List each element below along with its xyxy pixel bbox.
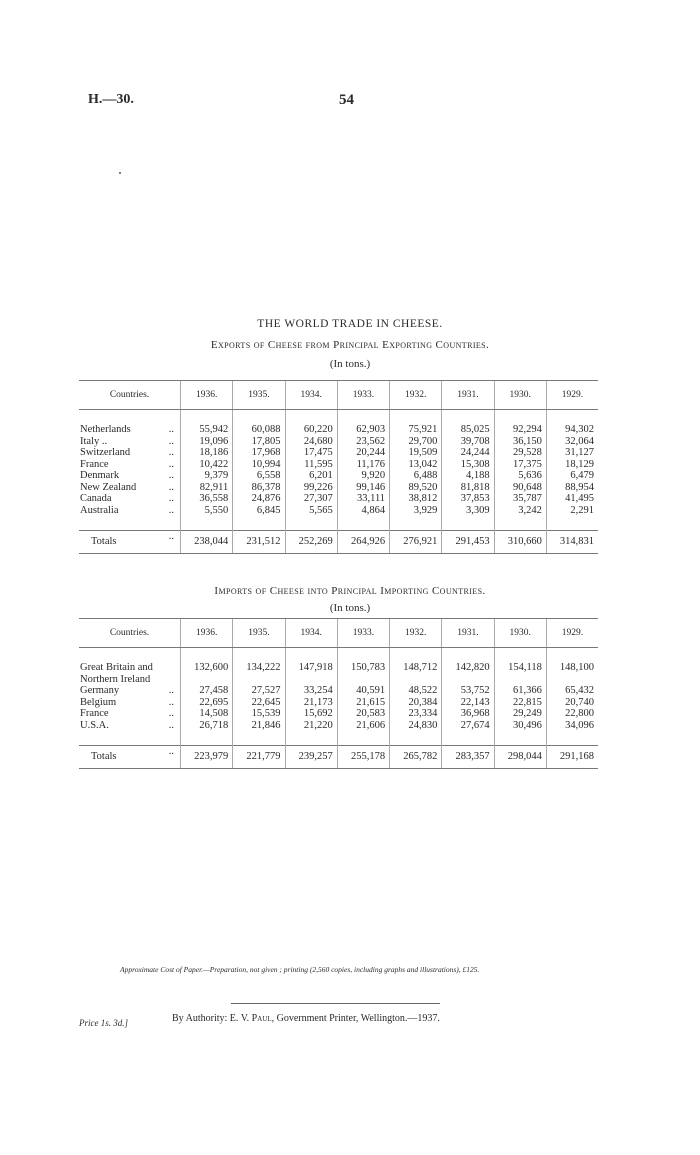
column-header-year: 1936. [181, 619, 233, 648]
column-header-year: 1931. [442, 619, 494, 648]
column-header-countries: Countries. [79, 381, 181, 410]
value-cell: 252,269 [285, 531, 337, 554]
table-row [79, 482, 598, 494]
value-cell: 30,496 [494, 720, 546, 732]
spacer-row [79, 410, 598, 425]
value-cell: 81,818 [442, 482, 494, 494]
value-cell: 24,244 [442, 447, 494, 459]
value-cell [390, 674, 442, 686]
value-cell: 92,294 [494, 424, 546, 436]
totals-row [79, 746, 598, 769]
value-cell: 239,257 [285, 746, 337, 769]
column-header-year: 1934. [285, 619, 337, 648]
value-cell: 36,968 [442, 708, 494, 720]
exports-table [79, 380, 598, 554]
value-cell: 15,692 [285, 708, 337, 720]
exports-header-row [79, 381, 598, 410]
value-cell: 17,475 [285, 447, 337, 459]
value-cell: 4,864 [337, 505, 389, 517]
spacer-cell [337, 731, 389, 746]
value-cell: 265,782 [390, 746, 442, 769]
value-cell: 21,615 [337, 697, 389, 709]
table-row [79, 708, 598, 720]
spacer-cell [337, 410, 389, 425]
country-name: Totals [91, 751, 117, 763]
spacer-cell [285, 410, 337, 425]
value-cell: 29,249 [494, 708, 546, 720]
footer-rule [231, 1003, 440, 1004]
authority-prefix: By Authority: [172, 1013, 228, 1024]
spacer-cell [337, 516, 389, 531]
value-cell: 36,150 [494, 436, 546, 448]
spacer-cell [494, 410, 546, 425]
country-cell [79, 470, 181, 482]
imports-title: Imports of Cheese into Principal Importing Countries. [214, 585, 486, 597]
value-cell: 283,357 [442, 746, 494, 769]
column-header-year: 1932. [390, 619, 442, 648]
spacer-row [79, 516, 598, 531]
column-header-year: 1934. [285, 381, 337, 410]
value-cell: 3,309 [442, 505, 494, 517]
value-cell: 21,846 [233, 720, 285, 732]
value-cell: 61,366 [494, 685, 546, 697]
column-header-year: 1933. [337, 619, 389, 648]
value-cell: 276,921 [390, 531, 442, 554]
spacer-cell [79, 648, 181, 663]
value-cell: 17,805 [233, 436, 285, 448]
spacer-cell [442, 410, 494, 425]
table-row [79, 470, 598, 482]
column-header-countries: Countries. [79, 619, 181, 648]
printer-name: E. V. Paul, [229, 1013, 275, 1024]
value-cell: 18,129 [546, 459, 598, 471]
column-header-year: 1929. [546, 381, 598, 410]
country-cell [79, 685, 181, 697]
country-name: Denmark [80, 470, 120, 481]
value-cell: 223,979 [181, 746, 233, 769]
spacer-cell [79, 410, 181, 425]
value-cell: 255,178 [337, 746, 389, 769]
spacer-cell [442, 516, 494, 531]
column-header-year: 1936. [181, 381, 233, 410]
value-cell: 3,242 [494, 505, 546, 517]
main-title: THE WORLD TRADE IN CHEESE. [257, 318, 443, 330]
value-cell: 27,674 [442, 720, 494, 732]
value-cell: 39,708 [442, 436, 494, 448]
value-cell: 24,830 [390, 720, 442, 732]
spacer-cell [494, 516, 546, 531]
value-cell: 154,118 [494, 662, 546, 674]
value-cell: 6,488 [390, 470, 442, 482]
value-cell: 65,432 [546, 685, 598, 697]
value-cell: 264,926 [337, 531, 389, 554]
value-cell: 15,539 [233, 708, 285, 720]
value-cell: 142,820 [442, 662, 494, 674]
spacer-cell [233, 648, 285, 663]
value-cell: 88,954 [546, 482, 598, 494]
country-cell [79, 662, 181, 674]
value-cell: 148,100 [546, 662, 598, 674]
value-cell: 33,111 [337, 493, 389, 505]
leader-dots: .. [168, 685, 174, 696]
country-cell [79, 493, 181, 505]
column-header-year: 1930. [494, 619, 546, 648]
value-cell: 6,201 [285, 470, 337, 482]
column-header-year: 1931. [442, 381, 494, 410]
column-header-year: 1932. [390, 381, 442, 410]
value-cell: 4,188 [442, 470, 494, 482]
value-cell: 38,812 [390, 493, 442, 505]
country-cell [79, 447, 181, 459]
spacer-cell [390, 516, 442, 531]
value-cell: 10,422 [181, 459, 233, 471]
value-cell: 27,307 [285, 493, 337, 505]
country-name: Totals [91, 536, 117, 548]
value-cell: 53,752 [442, 685, 494, 697]
value-cell: 22,815 [494, 697, 546, 709]
price-note: Price 1s. 3d.] [79, 1018, 128, 1028]
value-cell: 10,994 [233, 459, 285, 471]
country-cell [79, 720, 181, 732]
column-header-year: 1930. [494, 381, 546, 410]
country-cell [79, 436, 181, 448]
page-number: 54 [339, 92, 354, 108]
value-cell: 18,186 [181, 447, 233, 459]
value-cell [494, 674, 546, 686]
value-cell: 22,645 [233, 697, 285, 709]
country-name: France [80, 708, 109, 719]
country-name: New Zealand [80, 481, 137, 493]
value-cell: 6,479 [546, 470, 598, 482]
country-cell [79, 746, 181, 769]
spacer-cell [390, 731, 442, 746]
table-row [79, 436, 598, 448]
value-cell: 34,096 [546, 720, 598, 732]
value-cell: 291,453 [442, 531, 494, 554]
spacer-cell [285, 731, 337, 746]
country-cell [79, 459, 181, 471]
value-cell [233, 674, 285, 686]
value-cell: 3,929 [390, 505, 442, 517]
value-cell: 17,375 [494, 459, 546, 471]
exports-unit: (In tons.) [329, 358, 371, 370]
value-cell: 17,968 [233, 447, 285, 459]
spacer-cell [285, 648, 337, 663]
value-cell: 6,558 [233, 470, 285, 482]
value-cell: 48,522 [390, 685, 442, 697]
value-cell [181, 674, 233, 686]
table-row [79, 720, 598, 732]
value-cell [442, 674, 494, 686]
spacer-cell [181, 648, 233, 663]
value-cell: 132,600 [181, 662, 233, 674]
column-header-year: 1933. [337, 381, 389, 410]
country-cell [79, 708, 181, 720]
spacer-cell [337, 648, 389, 663]
table-row [79, 662, 598, 674]
value-cell: 90,648 [494, 482, 546, 494]
leader-dots: .. [168, 470, 174, 481]
country-cell [79, 482, 181, 494]
value-cell [285, 674, 337, 686]
value-cell: 11,595 [285, 459, 337, 471]
country-name: Italy .. [80, 435, 108, 447]
value-cell: 9,920 [337, 470, 389, 482]
authority-suffix: Government Printer, Wellington.—1937. [276, 1013, 440, 1024]
spacer-cell [442, 731, 494, 746]
spacer-cell [233, 516, 285, 531]
spacer-cell [546, 648, 598, 663]
value-cell: 41,495 [546, 493, 598, 505]
value-cell: 2,291 [546, 505, 598, 517]
value-cell: 19,509 [390, 447, 442, 459]
value-cell: 94,302 [546, 424, 598, 436]
value-cell: 5,550 [181, 505, 233, 517]
value-cell: 86,378 [233, 482, 285, 494]
country-cell [79, 697, 181, 709]
spacer-cell [390, 648, 442, 663]
country-cell [79, 531, 181, 554]
value-cell: 6,845 [233, 505, 285, 517]
value-cell: 22,800 [546, 708, 598, 720]
country-name: Switzerland [80, 447, 131, 458]
exports-title: Exports of Cheese from Principal Exporting Countries. [210, 339, 490, 351]
imports-unit: (In tons.) [329, 602, 371, 614]
spacer-cell [79, 516, 181, 531]
value-cell: 85,025 [442, 424, 494, 436]
value-cell: 19,096 [181, 436, 233, 448]
value-cell: 20,384 [390, 697, 442, 709]
leader-dots: .. [168, 493, 174, 504]
value-cell: 62,903 [337, 424, 389, 436]
table-row [79, 424, 598, 436]
leader-dots: .. [168, 435, 174, 447]
value-cell: 148,712 [390, 662, 442, 674]
spacer-cell [442, 648, 494, 663]
value-cell: 40,591 [337, 685, 389, 697]
column-header-year: 1935. [233, 381, 285, 410]
spacer-cell [233, 731, 285, 746]
value-cell: 99,226 [285, 482, 337, 494]
value-cell: 5,636 [494, 470, 546, 482]
table-row [79, 685, 598, 697]
country-name: Germany [80, 685, 120, 696]
value-cell: 55,942 [181, 424, 233, 436]
country-name: France [80, 458, 109, 470]
value-cell: 314,831 [546, 531, 598, 554]
value-cell: 11,176 [337, 459, 389, 471]
value-cell: 221,779 [233, 746, 285, 769]
value-cell: 31,127 [546, 447, 598, 459]
table-row [79, 505, 598, 517]
spacer-cell [233, 410, 285, 425]
value-cell: 21,606 [337, 720, 389, 732]
value-cell: 5,565 [285, 505, 337, 517]
value-cell [546, 674, 598, 686]
spacer-cell [546, 410, 598, 425]
value-cell: 60,088 [233, 424, 285, 436]
leader-dots: .. [168, 458, 174, 470]
table-row [79, 459, 598, 471]
value-cell: 89,520 [390, 482, 442, 494]
leader-dots: .. [168, 696, 174, 708]
value-cell: 27,527 [233, 685, 285, 697]
table-row [79, 493, 598, 505]
value-cell: 20,583 [337, 708, 389, 720]
value-cell: 33,254 [285, 685, 337, 697]
spacer-cell [285, 516, 337, 531]
leader-dots: .. [168, 746, 174, 757]
spacer-cell [181, 731, 233, 746]
country-name: Northern Ireland [80, 673, 151, 685]
value-cell: 291,168 [546, 746, 598, 769]
totals-row [79, 531, 598, 554]
spacer-cell [79, 731, 181, 746]
value-cell: 37,853 [442, 493, 494, 505]
authority-line [172, 1013, 440, 1024]
country-name: U.S.A. [80, 719, 109, 731]
value-cell: 75,921 [390, 424, 442, 436]
country-cell [79, 505, 181, 517]
imports-header-row [79, 619, 598, 648]
value-cell: 231,512 [233, 531, 285, 554]
country-name: Australia [80, 504, 119, 516]
value-cell: 82,911 [181, 482, 233, 494]
value-cell: 22,695 [181, 697, 233, 709]
leader-dots: .. [168, 708, 174, 719]
value-cell: 238,044 [181, 531, 233, 554]
value-cell: 29,528 [494, 447, 546, 459]
leader-dots: .. [168, 447, 174, 458]
spacer-cell [181, 516, 233, 531]
value-cell: 26,718 [181, 720, 233, 732]
value-cell: 24,876 [233, 493, 285, 505]
spacer-cell [181, 410, 233, 425]
value-cell: 13,042 [390, 459, 442, 471]
leader-dots: .. [168, 424, 174, 435]
leader-dots: .. [168, 531, 174, 542]
table-row [79, 697, 598, 709]
spacer-cell [494, 731, 546, 746]
value-cell: 21,173 [285, 697, 337, 709]
country-cell [79, 674, 181, 686]
value-cell: 36,558 [181, 493, 233, 505]
value-cell: 9,379 [181, 470, 233, 482]
table-row [79, 674, 598, 686]
spacer-cell [390, 410, 442, 425]
leader-dots: .. [168, 481, 174, 493]
value-cell: 310,660 [494, 531, 546, 554]
value-cell: 298,044 [494, 746, 546, 769]
value-cell: 29,700 [390, 436, 442, 448]
spacer-row [79, 731, 598, 746]
country-name: Great Britain and [80, 662, 153, 673]
value-cell: 15,308 [442, 459, 494, 471]
value-cell: 35,787 [494, 493, 546, 505]
value-cell: 21,220 [285, 720, 337, 732]
cost-note: Approximate Cost of Paper.—Preparation, not given ; printing (2,560 copies, including graphs and illustrations), £125. [120, 965, 480, 974]
value-cell: 23,562 [337, 436, 389, 448]
spacer-cell [546, 731, 598, 746]
page-reference: H.—30. [88, 92, 134, 107]
country-name: Netherlands [80, 424, 131, 435]
value-cell: 24,680 [285, 436, 337, 448]
imports-table [79, 618, 598, 769]
leader-dots: .. [168, 504, 174, 516]
value-cell: 147,918 [285, 662, 337, 674]
value-cell: 14,508 [181, 708, 233, 720]
column-header-year: 1929. [546, 619, 598, 648]
value-cell: 27,458 [181, 685, 233, 697]
value-cell: 150,783 [337, 662, 389, 674]
country-name: Canada [80, 493, 112, 504]
value-cell: 23,334 [390, 708, 442, 720]
value-cell: 60,220 [285, 424, 337, 436]
print-speck [119, 172, 121, 174]
value-cell: 20,244 [337, 447, 389, 459]
country-cell [79, 424, 181, 436]
country-name: Belgium [80, 696, 117, 708]
value-cell [337, 674, 389, 686]
table-row [79, 447, 598, 459]
spacer-row [79, 648, 598, 663]
value-cell: 20,740 [546, 697, 598, 709]
value-cell: 22,143 [442, 697, 494, 709]
spacer-cell [546, 516, 598, 531]
value-cell: 32,064 [546, 436, 598, 448]
leader-dots: .. [168, 719, 174, 731]
column-header-year: 1935. [233, 619, 285, 648]
value-cell: 134,222 [233, 662, 285, 674]
value-cell: 99,146 [337, 482, 389, 494]
spacer-cell [494, 648, 546, 663]
